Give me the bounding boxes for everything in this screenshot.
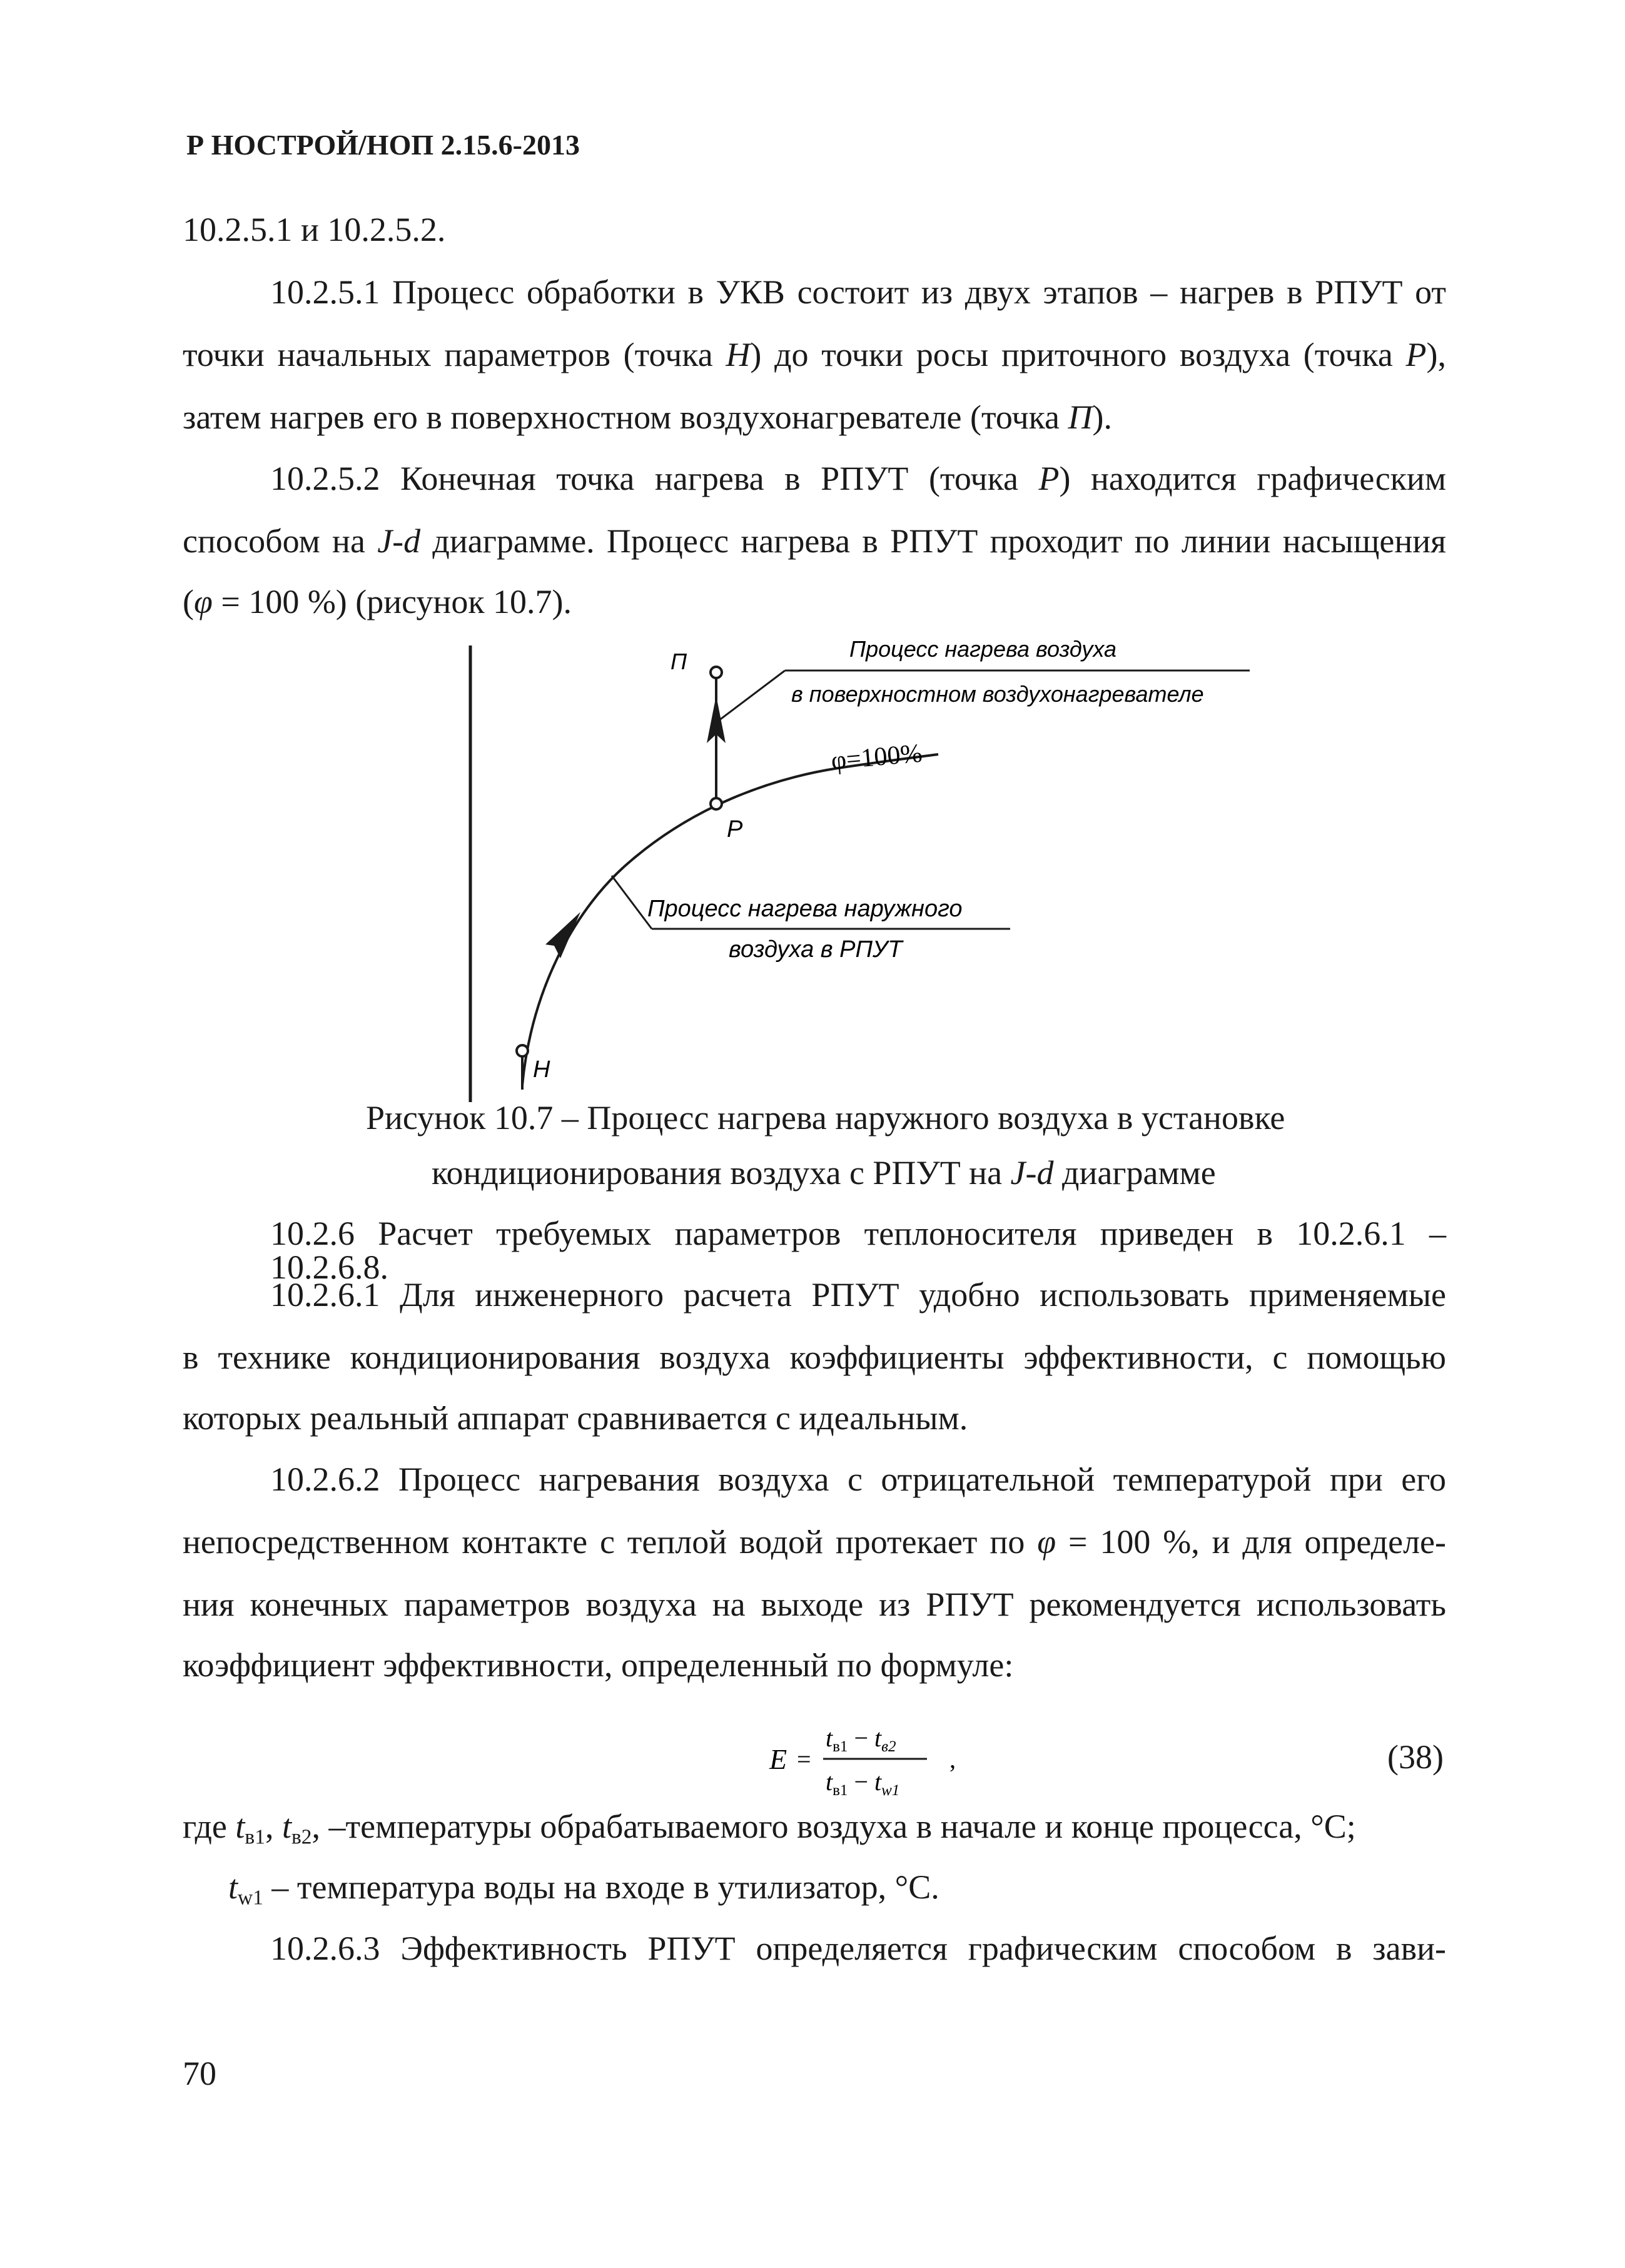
label-point-H: Н (533, 1056, 550, 1083)
para-4-line-3: которых реальный аппарат сравнивается с идеальным. (183, 1399, 968, 1437)
para-1-line-3: затем нагрев его в поверхностном воздухонагревателе (точка П). (183, 398, 1113, 436)
jd-diagram (438, 638, 1301, 1113)
point-P-top-marker (711, 667, 722, 678)
figure-10-7 (438, 638, 1301, 1113)
callout-mid-line-2: воздуха в РПУТ (729, 936, 903, 963)
mid-callout-leader (612, 876, 652, 929)
top-callout-leader (716, 671, 785, 722)
para-4-line-2: в технике кондиционирования воздуха коэффициенты эффективности, с помощью (183, 1339, 1446, 1376)
figure-caption-line-2: кондиционирования воздуха с РПУТ на J-d диаграмме (432, 1154, 1216, 1192)
callout-top-line-1: Процесс нагрева воздуха (849, 638, 1117, 662)
where-line-2: $t_{w1}$ – температура воды на входе в утилизатор, °С. (228, 1868, 939, 1910)
where-line-1: где $t_{в1}$, $t_{в2}$, –температуры обрабатываемого воздуха в начале и конце процесса, °С; (183, 1808, 1356, 1849)
formula-lhs: E (769, 1743, 787, 1775)
formula-numerator: $t_{в1} - t_{в2}$ (826, 1724, 896, 1755)
formula-number: (38) (1387, 1738, 1444, 1776)
para-2-line-3: (φ = 100 %) (рисунок 10.7). (183, 583, 572, 620)
para-5-line-4: коэффициент эффективности, определенный по формуле: (183, 1646, 1014, 1684)
para-5-line-1: 10.2.6.2 Процесс нагревания воздуха с отрицательной температурой при его (270, 1461, 1446, 1498)
intro-line: 10.2.5.1 и 10.2.5.2. (183, 211, 446, 248)
label-point-P: Р (727, 816, 743, 843)
para-2-line-2: способом на J-d диаграмме. Процесс нагрева в РПУТ проходит по линии насыщения (183, 522, 1446, 560)
page-number: 70 (183, 2055, 216, 2092)
curve-arrowhead (545, 912, 580, 958)
para-5-line-3: ния конечных параметров воздуха на выходе из РПУТ рекомендуется использовать (183, 1586, 1446, 1623)
callout-mid-line-1: Процесс нагрева наружного (647, 896, 963, 922)
formula-denominator: $t_{в1} - t_{w1}$ (826, 1768, 900, 1799)
para-1-line-1: 10.2.5.1 Процесс обработки в УКВ состоит из двух этапов – нагрев в РПУТ от (270, 273, 1446, 311)
para-2-line-1: 10.2.5.2 Конечная точка нагрева в РПУТ (точка Р) находится графическим (270, 460, 1446, 497)
document-code-header: Р НОСТРОЙ/НОП 2.15.6-2013 (186, 129, 580, 161)
para-4-line-1: 10.2.6.1 Для инженерного расчета РПУТ удобно использовать применяемые (270, 1276, 1446, 1314)
point-H-marker (517, 1045, 528, 1056)
para-6: 10.2.6.3 Эффективность РПУТ определяется графическим способом в зави- (270, 1930, 1446, 1967)
para-1-line-2: точки начальных параметров (точка Н) до точки росы приточного воздуха (точка Р), (183, 336, 1446, 373)
para-3: 10.2.6 Расчет требуемых параметров теплоносителя приведен в 10.2.6.1 – 10.2.6.8. (270, 1215, 1446, 1286)
callout-top-line-2: в поверхностном воздухонагревателе (791, 681, 1204, 707)
point-P-marker (711, 798, 722, 809)
formula-comma: , (949, 1745, 956, 1773)
formula-equals: = (797, 1745, 811, 1773)
figure-caption-line-1: Рисунок 10.7 – Процесс нагрева наружного воздуха в установке (366, 1099, 1285, 1137)
para-5-line-2: непосредственном контакте с теплой водой протекает по φ = 100 %, и для определе- (183, 1523, 1447, 1561)
label-phi: φ=100% (829, 739, 924, 776)
label-point-P-top: П (671, 649, 687, 674)
formula-graphic (763, 1714, 963, 1808)
